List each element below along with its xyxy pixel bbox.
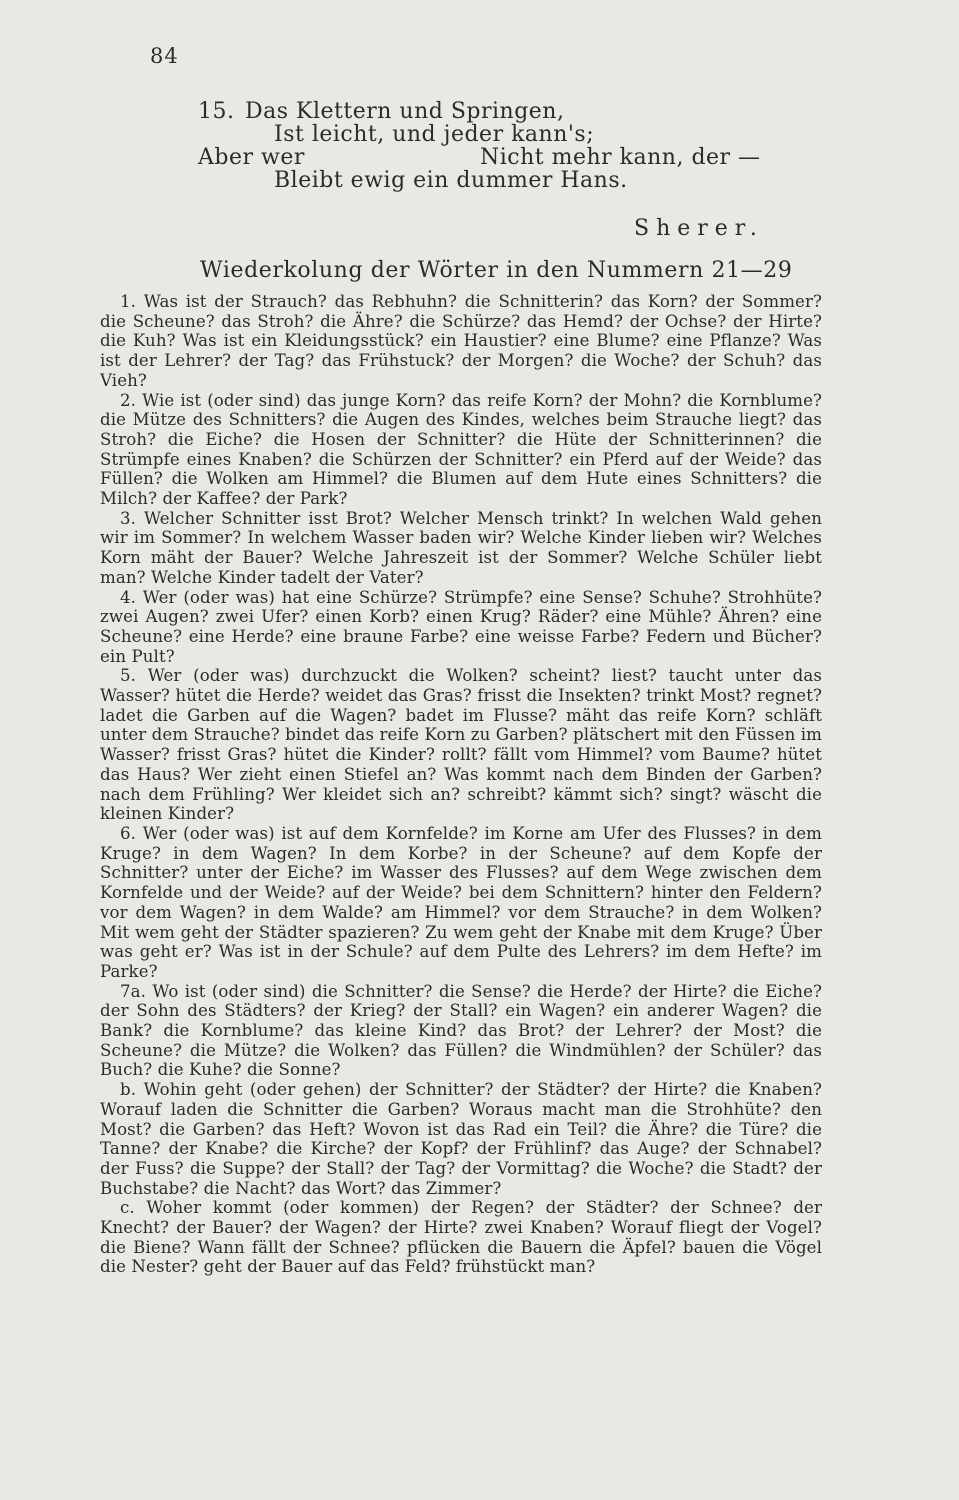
exercise-paragraph-4: 4. Wer (oder was) hat eine Schürze? Strümpfe? eine Sense? Schuhe? Strohhüte? zwei Augen? zwei Ufer? einen Korb? einen Krug? Räder? eine Mühle? Ähren? eine Scheune? eine Herde? eine braune Farbe? eine weisse Farbe? Federn und Bücher? ein Pult?: [100, 587, 822, 666]
poem-line-3a-text: Aber wer: [198, 145, 305, 170]
exercise-paragraph-2: 2. Wie ist (oder sind) das junge Korn? das reife Korn? der Mohn? die Kornblume? die Mütze des Schnitters? die Augen des Kindes, welches beim Strauche liegt? das Stroh? die Eiche? die Hosen der Schnitter? die Hüte der Schnitterinnen? die Strümpfe eines Knaben? die Schürzen der Schnitter? ein Pferd auf der Weide? das Füllen? die Wolken am Himmel? die Blumen auf dem Hute eines Schnitters? die Milch? der Kaffee? der Park?: [100, 390, 822, 509]
poem-line-1: [198, 100, 798, 123]
poem-line-3b-text: Nicht mehr kann, der —: [480, 145, 761, 170]
exercise-paragraph-7b: b. Wohin geht (oder gehen) der Schnitter? der Städter? der Hirte? die Knaben? Worauf laden die Schnitter die Garben? Woraus macht man die Strohhüte? den Most? die Garben? das Heft? Wovon ist das Rad ein Teil? die Ähre? die Türe? die Tanne? der Knabe? die Kirche? der Kopf? der Frühlinf? das Auge? der Schnabel? der Fuss? die Suppe? der Stall? der Tag? der Vormittag? die Woche? die Stadt? der Buchstabe? die Nacht? das Wort? das Zimmer?: [100, 1080, 822, 1198]
exercise-paragraph-3: 3. Welcher Schnitter isst Brot? Welcher Mensch trinkt? In welchen Wald gehen wir im Sommer? In welchem Wasser baden wir? Welche Kinder lieben wir? Welches Korn mäht der Bauer? Welche Jahreszeit ist der Sommer? Welche Schüler liebt man? Welche Kinder tadelt der Vater?: [100, 508, 822, 587]
exercise-paragraph-1: 1. Was ist der Strauch? das Rebhuhn? die Schnitterin? das Korn? der Sommer? die Scheune? das Stroh? die Ähre? die Schürze? das Hemd? der Ochse? der Hirte? die Kuh? Was ist ein Kleidungsstück? ein Haustier? eine Blume? eine Pflanze? Was ist der Lehrer? der Tag? das Frühstuck? der Morgen? die Woche? der Schuh? das Vieh?: [100, 292, 822, 390]
poem-line-1-text: Das Klettern und Springen,: [245, 99, 565, 124]
poem: [198, 100, 798, 192]
poem-author: Sherer.: [634, 216, 764, 241]
exercise-paragraph-7a: 7a. Wo ist (oder sind) die Schnitter? die Sense? die Herde? der Hirte? die Eiche? der Sohn des Städters? der Krieg? der Stall? ein Wagen? ein anderer Wagen? die Bank? die Kornblume? das kleine Kind? das Brot? der Lehrer? der Most? die Scheune? die Mütze? die Wolken? das Füllen? die Windmühlen? der Schüler? das Buch? die Kuhe? die Sonne?: [100, 981, 822, 1080]
poem-line-2-text: Ist leicht, und jeder kann's;: [274, 122, 595, 147]
poem-line-4: [198, 169, 798, 192]
exercise-text: [100, 292, 822, 1362]
exercise-paragraph-7c: c. Woher kommt (oder kommen) der Regen? der Städter? der Schnee? der Knecht? der Bauer? der Wagen? der Hirte? zwei Knaben? Worauf fliegt der Vogel? die Biene? Wann fällt der Schnee? pflücken die Bauern die Äpfel? bauen die Vögel die Nester? geht der Bauer auf das Feld? frühstückt man?: [100, 1198, 822, 1277]
section-heading: Wiederkolung der Wörter in den Nummern 21—29: [200, 258, 793, 283]
poem-number: 15.: [198, 99, 235, 124]
page-number: 84: [150, 44, 179, 68]
exercise-paragraph-5: 5. Wer (oder was) durchzuckt die Wolken? scheint? liest? taucht unter das Wasser? hütet die Herde? weidet das Gras? frisst die Insekten? trinkt Most? regnet? ladet die Garben auf die Wagen? badet im Flusse? mäht das reife Korn? schläft unter dem Strauche? bindet das reife Korn zu Garben? plätschert mit den Füssen im Wasser? frisst Gras? hütet die Kinder? rollt? fällt vom Himmel? vom Baume? hütet das Haus? Wer zieht einen Stiefel an? Was kommt nach dem Binden der Garben? nach dem Frühling? Wer kleidet sich an? schreibt? kämmt sich? singt? wäscht die kleinen Kinder?: [100, 666, 822, 824]
exercise-paragraph-6: 6. Wer (oder was) ist auf dem Kornfelde? im Korne am Ufer des Flusses? in dem Kruge? in dem Wagen? In dem Korbe? in der Scheune? auf dem Kopfe der Schnitter? unter der Eiche? im Wasser des Flusses? auf dem Wege zwischen dem Kornfelde und der Weide? auf der Weide? bei dem Schnittern? hinter den Feldern? vor dem Wagen? in dem Walde? am Himmel? vor dem Strauche? in dem Wolken? Mit wem geht der Städter spazieren? Zu wem geht der Knabe mit dem Kruge? Über was geht er? Was ist in der Schule? auf dem Pulte des Lehrers? im dem Hefte? im Parke?: [100, 823, 822, 981]
poem-line-3: [198, 146, 798, 169]
poem-line-2: [198, 123, 798, 146]
poem-line-4-text: Bleibt ewig ein dummer Hans.: [274, 168, 628, 193]
